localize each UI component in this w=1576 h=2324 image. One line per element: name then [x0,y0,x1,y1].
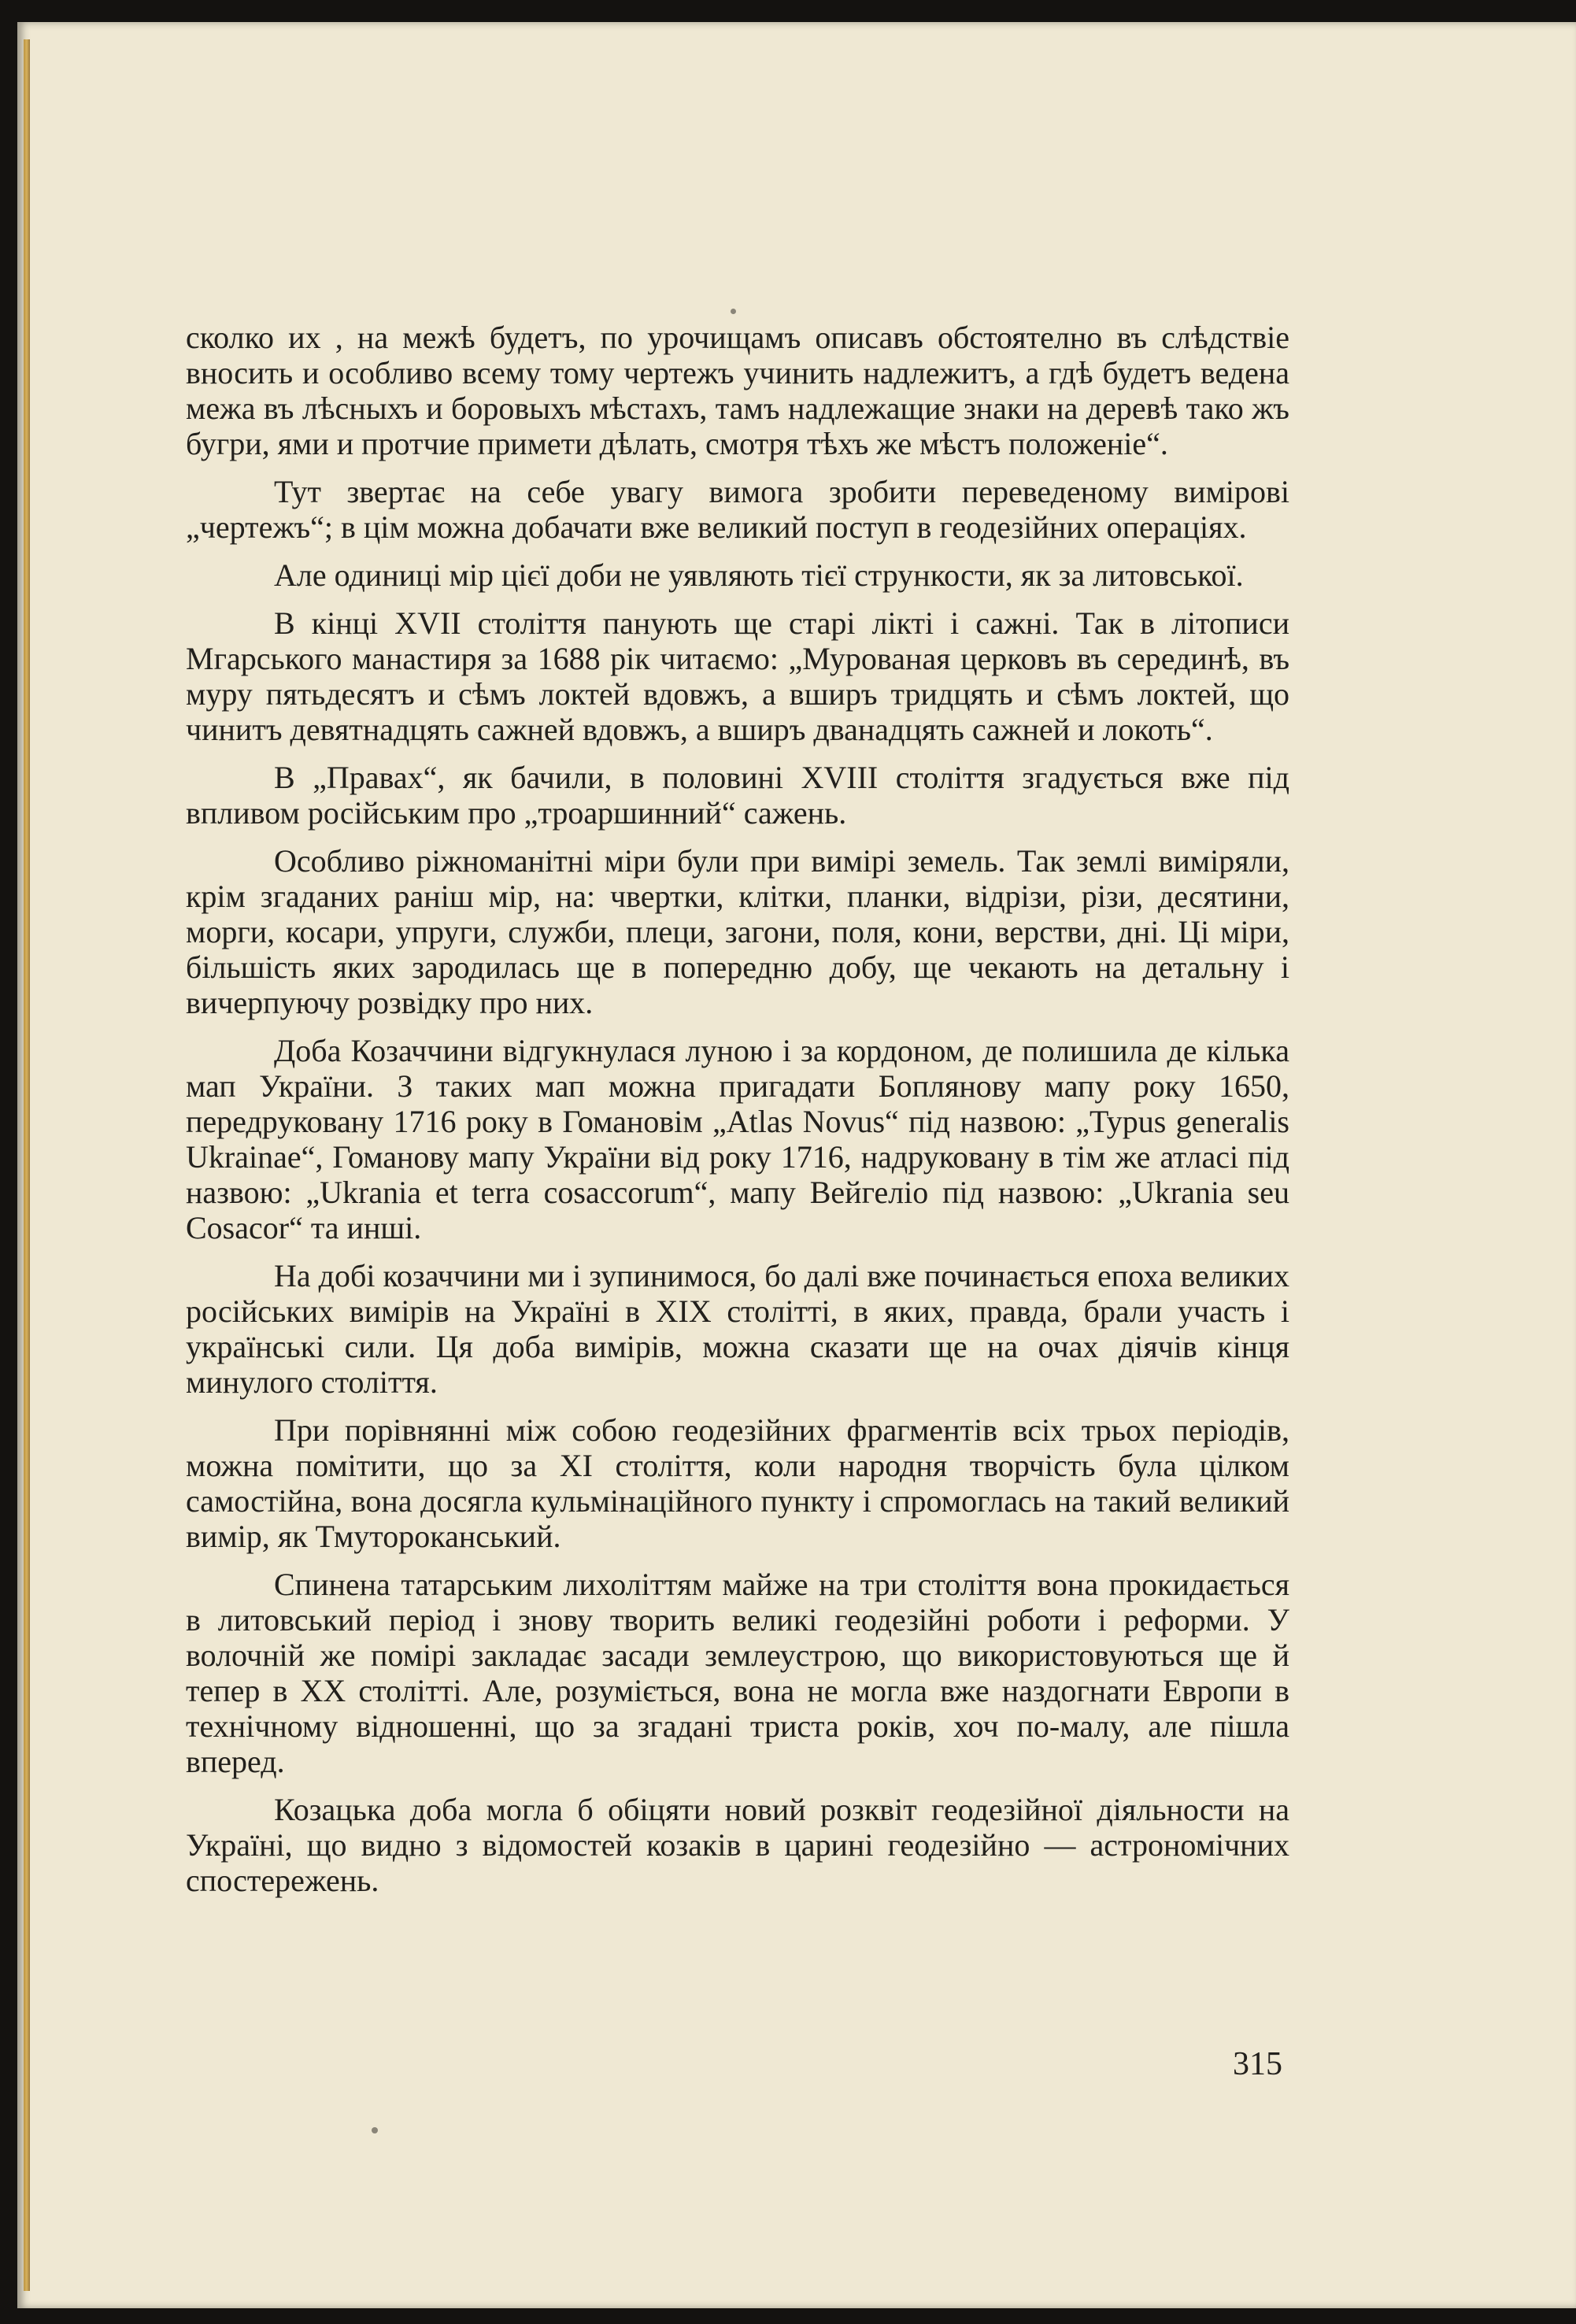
paragraph: сколко их , на межѣ будетъ, по урочищамъ описавъ обстоятелно въ слѣдствіе вносить и особливо всему тому чертежъ учинить надлежитъ, а гдѣ будетъ ведена межа въ лѣсныхъ и боровыхъ мѣстахъ, тамъ надлежащие знаки на деревѣ тако жъ бугри, ями и протчие примети дѣлать, смотря тѣхъ же мѣстъ положеніе“. [186,320,1289,461]
page-binding-edge [24,39,30,2291]
paragraph: На добі козаччини ми і зупинимося, бо далі вже починається епоха великих російських вимірів на Україні в XIX столітті, в яких, правда, брали участь і українські сили. Ця доба вимірів, можна сказати ще на очах діячів кінця минулого століття. [186,1258,1289,1400]
paragraph: В „Правах“, як бачили, в половині XVIII століття згадується вже під впливом російським про „троаршинний“ сажень. [186,760,1289,831]
paragraph: В кінці XVII століття панують ще старі лікті і сажні. Так в літописи Мгарського манастиря за 1688 рік читаємо: „Мурованая церковъ въ серединѣ, въ муру пятьдесятъ и сѣмъ локтей вдовжъ, а вширъ тридцять и сѣмъ локтей, що чинитъ девятнадцять сажней вдовжъ, а вширъ дванадцять сажней и локоть“. [186,605,1289,747]
paragraph: Тут звертає на себе увагу вимога зробити переведеному вимірові „чертежъ“; в цім можна добачати вже великий поступ в геодезійних операціях. [186,474,1289,545]
paragraph: Спинена татарським лихоліттям майже на три століття вона прокидається в литовський період і знову творить великі геодезійні роботи і реформи. У волочній же помірі закладає засади землеустрою, що використовуються ще й тепер в XX столітті. Але, розуміється, вона не могла вже наздогнати Европи в технічному відношенні, що за згадані триста років, хоч по-малу, але пішла вперед. [186,1567,1289,1779]
paragraph: При порівнянні між собою геодезійних фрагментів всіх трьох періодів, можна помітити, що за XI століття, коли народня творчість була цілком самостійна, вона досягла кульмінаційного пункту і спромоглась на такий великий вимір, як Тмутороканський. [186,1412,1289,1554]
body-text [186,320,1289,1911]
paragraph: Доба Козаччини відгукнулася луною і за кордоном, де полишила де кілька мап України. З таких мап можна пригадати Боплянову мапу року 1650, передруковану 1716 року в Гомановім „Atlas Novus“ під назвою: „Typus generalis Ukrainae“, Гоманову мапу України від року 1716, надруковану в тім же атласі під назвою: „Ukrania et terra cosaccorum“, мапу Вейгеліо під назвою: „Ukrania seu Cosacor“ та инші. [186,1033,1289,1245]
paper-speck [372,2127,378,2133]
page-number: 315 [1233,2046,1282,2082]
paragraph: Козацька доба могла б обіцяти новий розквіт геодезійної діяльности на Україні, що видно з відомостей козаків в царині геодезійно — астрономічних спостережень. [186,1792,1289,1898]
paper-speck [731,309,736,314]
paragraph: Особливо ріжноманітні міри були при вимірі земель. Так землі виміряли, крім згаданих раніш мір, на: чвертки, клітки, планки, відрізи, різи, десятини, морги, косари, упруги, служби, плеци, загони, поля, кони, верстви, дні. Ці міри, більшість яких зародилась ще в попередню добу, ще чекають на детальну і вичерпуючу розвідку про них. [186,843,1289,1020]
paragraph: Але одиниці мір цієї доби не уявляють тієї стрункости, як за литовської. [274,557,1244,593]
